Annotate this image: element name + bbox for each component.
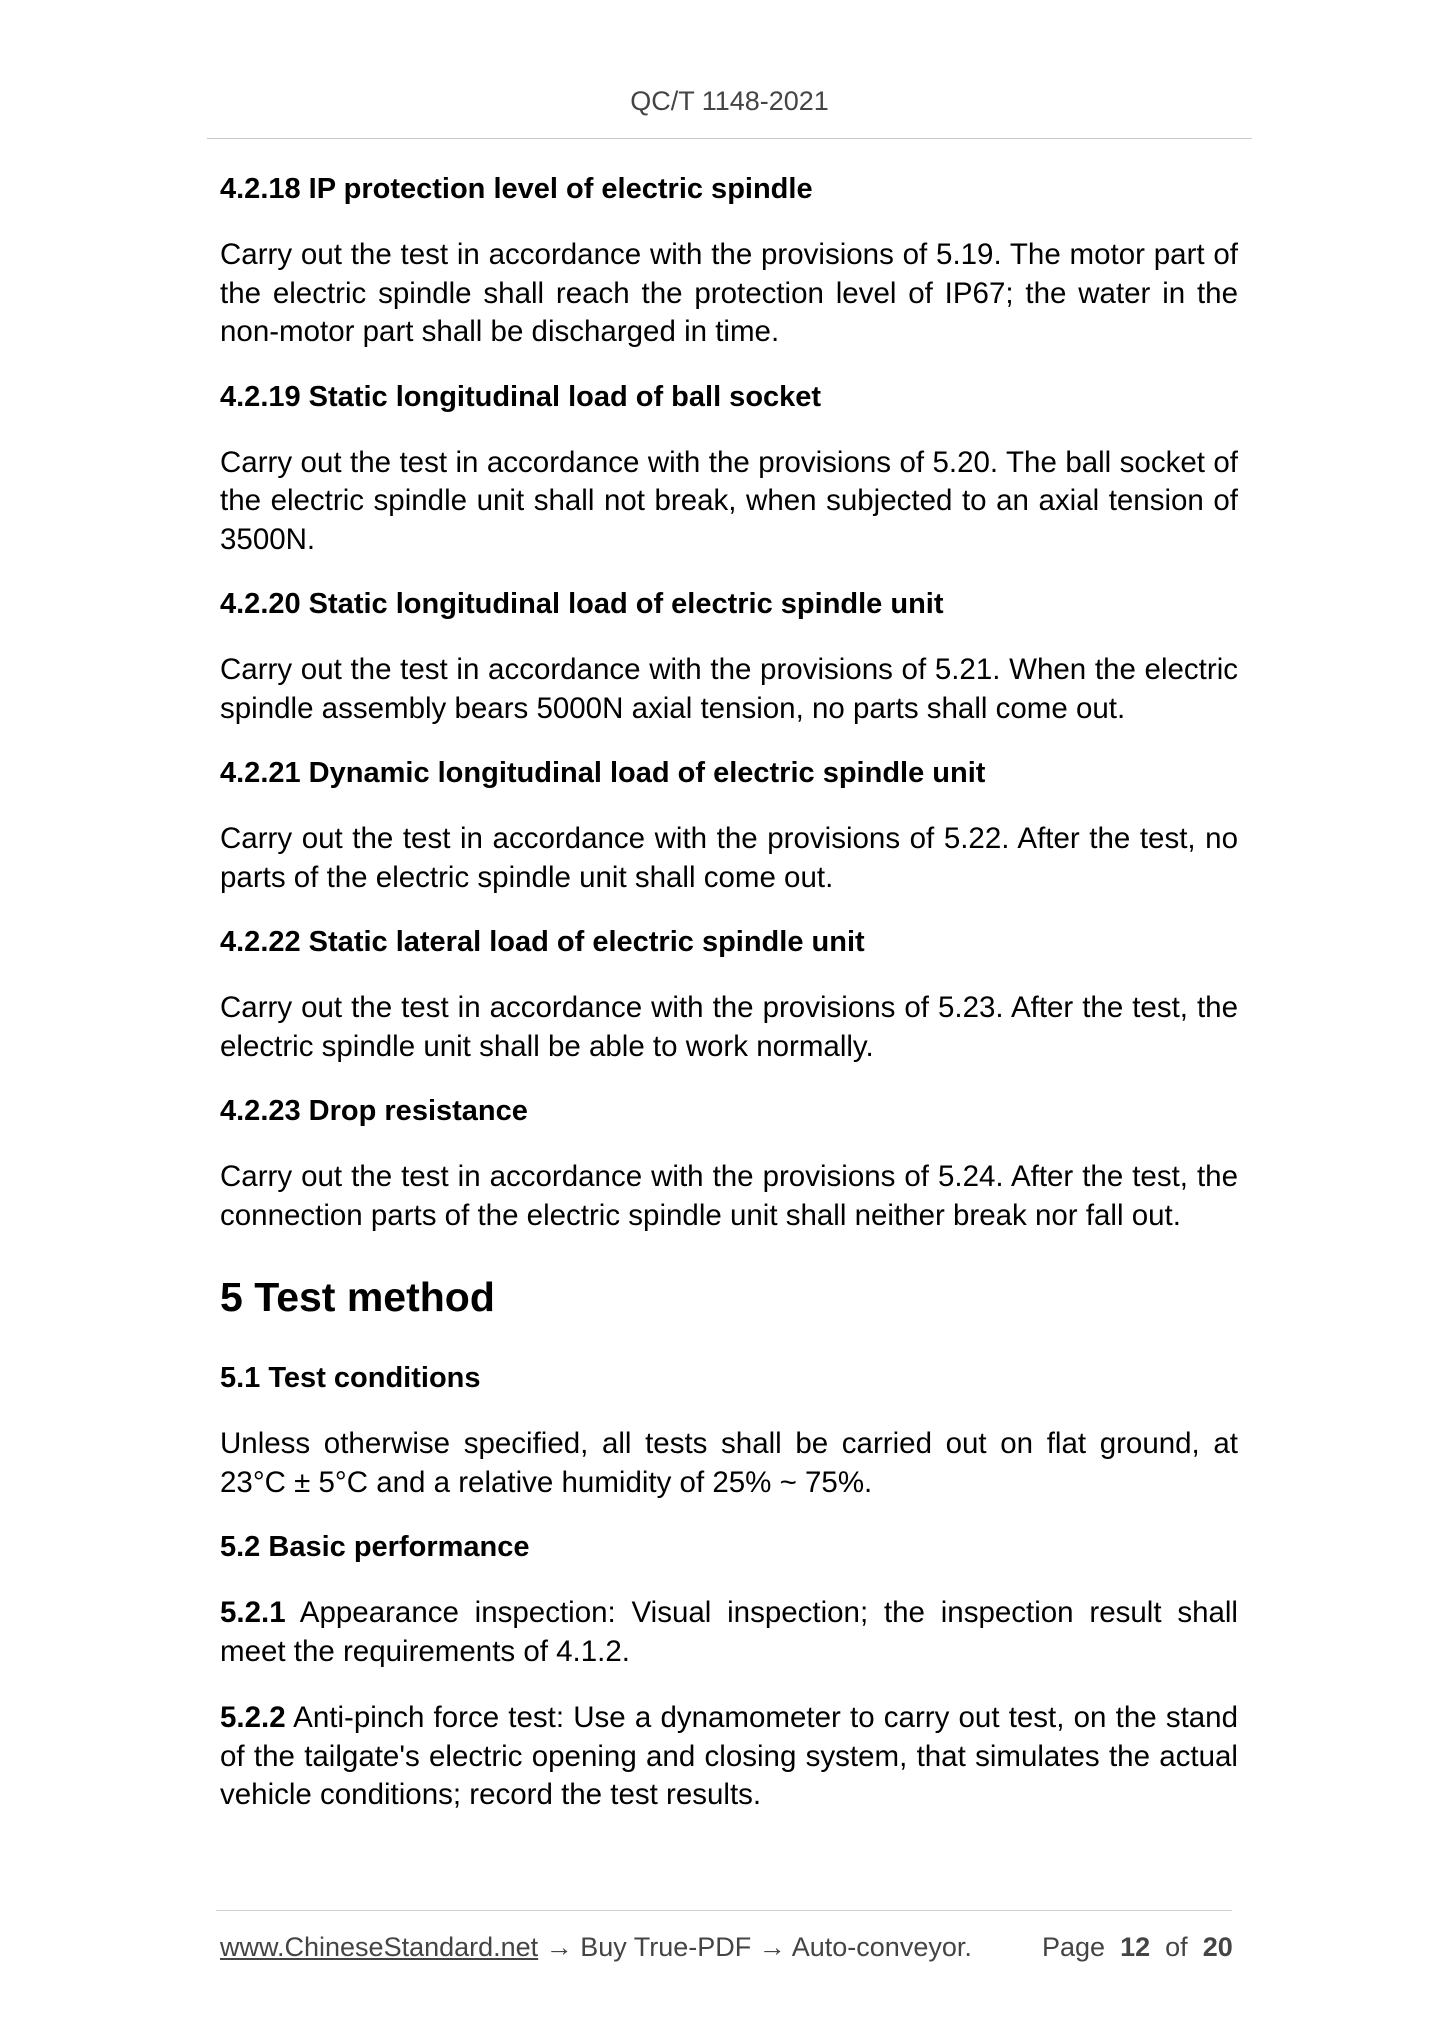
chapter-title: 5 Test method [220, 1274, 495, 1320]
section-heading: 4.2.18 IP protection level of electric spindle [220, 173, 813, 205]
clause-text: Anti-pinch force test: Use a dynamometer to carry out test, on the stand of the tailgate's electric opening and closing system, that simulates the actual vehicle conditions; record the test results. [220, 1701, 1238, 1811]
of-label: of [1165, 1932, 1188, 1962]
section-heading: 4.2.23 Drop resistance [220, 1095, 528, 1127]
footer-crumb: → Buy True-PDF → Auto-conveyor. [538, 1932, 972, 1962]
section-heading: 5.2 Basic performance [220, 1531, 530, 1563]
footer-divider [216, 1910, 1232, 1911]
section-body: Carry out the test in accordance with the provisions of 5.19. The motor part of the electric spindle shall reach the protection level of IP67; the water in the non-motor part shall be discharged in time. [220, 238, 1238, 348]
section-body: Unless otherwise specified, all tests shall be carried out on flat ground, at 23°C ± 5°C and a relative humidity of 25% ~ 75%. [220, 1427, 1238, 1499]
section-body: Carry out the test in accordance with the provisions of 5.22. After the test, no parts of the electric spindle unit shall come out. [220, 822, 1238, 894]
clause-text: Appearance inspection: Visual inspection; the inspection result shall meet the requirements of 4.1.2. [220, 1596, 1238, 1668]
footer-nav [220, 1932, 972, 1963]
section-body: Carry out the test in accordance with the provisions of 5.20. The ball socket of the electric spindle unit shall not break, when subjected to an axial tension of 3500N. [220, 445, 1238, 556]
header-divider [207, 138, 1252, 139]
section-heading: 4.2.19 Static longitudinal load of ball socket [220, 380, 822, 413]
section-body: Carry out the test in accordance with the provisions of 5.21. When the electric spindle assembly bears 5000N axial tension, no parts shall come out. [220, 653, 1238, 725]
clause-number: 5.2.1 [220, 1596, 286, 1629]
clause-number: 5.2.2 [220, 1701, 286, 1734]
section-heading: 4.2.20 Static longitudinal load of electric spindle unit [220, 588, 944, 620]
page-header: QC/T 1148-2021 [630, 86, 829, 116]
section-heading: 4.2.21 Dynamic longitudinal load of electric spindle unit [220, 757, 986, 789]
page-total: 20 [1202, 1932, 1233, 1962]
clause-item [220, 1594, 1238, 1671]
page-number: 12 [1120, 1932, 1151, 1962]
section-body: Carry out the test in accordance with the provisions of 5.24. After the test, the connection parts of the electric spindle unit shall neither break nor fall out. [220, 1160, 1238, 1232]
section-heading: 5.1 Test conditions [220, 1362, 481, 1394]
clause-item [220, 1699, 1238, 1815]
page-label: Page [1042, 1932, 1106, 1962]
section-body: Carry out the test in accordance with the provisions of 5.23. After the test, the electric spindle unit shall be able to work normally. [220, 991, 1238, 1063]
page-indicator [1042, 1932, 1233, 1963]
document-body [220, 170, 1238, 1815]
section-heading: 4.2.22 Static lateral load of electric spindle unit [220, 926, 865, 958]
website-link[interactable]: www.ChineseStandard.net [220, 1932, 539, 1962]
